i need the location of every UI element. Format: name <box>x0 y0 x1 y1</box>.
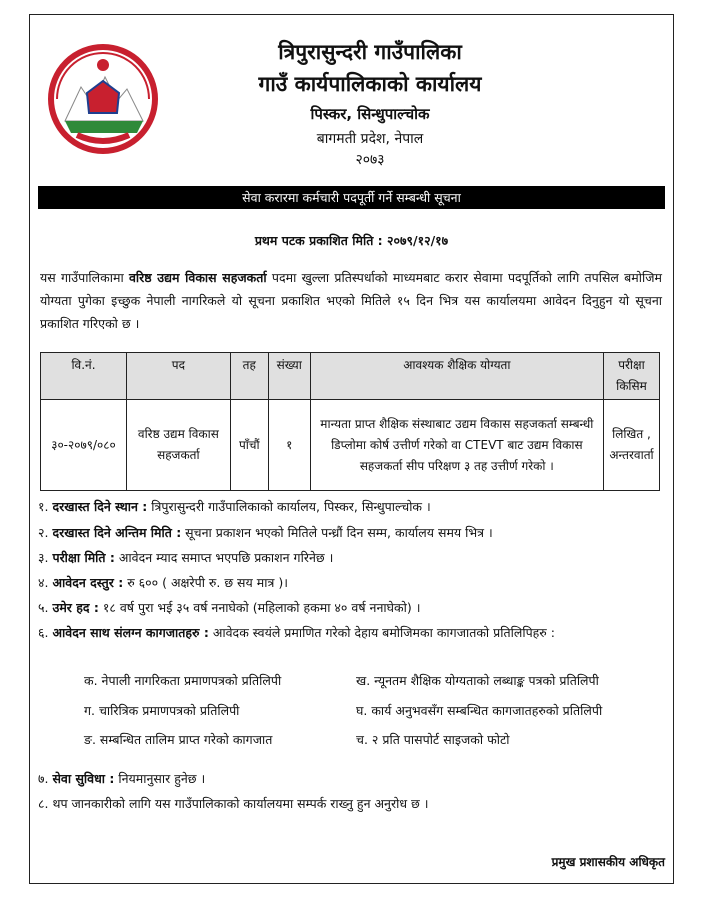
item-number: ८. <box>38 796 49 811</box>
item-text: रु ६०० ( अक्षरेपी रु. छ सय मात्र )। <box>123 575 288 590</box>
table-row <box>41 400 660 491</box>
header-serial-number: वि.नं. <box>41 353 127 400</box>
header-qualification: आवश्यक शैक्षिक योग्यता <box>310 353 603 400</box>
item-text: आवेदन म्याद समाप्त भएपछि प्रकाशन गरिनेछ । <box>114 550 334 565</box>
list-item <box>38 624 555 641</box>
list-item <box>38 574 288 591</box>
municipality-name: त्रिपुरासुन्दरी गाउँपालिका <box>278 40 462 64</box>
item-label: सेवा सुविधा : <box>52 771 115 786</box>
item-number: ६. <box>38 625 49 640</box>
notice-title: सेवा करारमा कर्मचारी पदपूर्ती गर्ने सम्बन्धी सूचना <box>38 186 665 209</box>
item-number: ५. <box>38 600 49 615</box>
cell-qualification: मान्यता प्राप्त शैक्षिक संस्थाबाट उद्यम विकास सहजकर्ता सम्बन्धी डिप्लोमा कोर्ष उत्तीर्ण गरेको वा CTEVT बाट उद्यम विकास सहजकर्ता सीप परिक्षण ३ तह उत्तीर्ण गरेको । <box>310 400 603 491</box>
establishment-year: २०७३ <box>355 152 385 168</box>
cell-exam-type: लिखित , अन्तरवार्ता <box>603 400 659 491</box>
item-label: आवेदन साथ संलग्न कागजातहरु : <box>52 625 209 640</box>
document-item: ङ. सम्बन्धित तालिम प्राप्त गरेको कागजात <box>84 732 273 747</box>
item-text: आवेदक स्वयंले प्रमाणित गरेको देहाय बमोजिमका कागजातको प्रतिलिपिहरु : <box>208 625 555 640</box>
header-post: पद <box>126 353 230 400</box>
item-number: ३. <box>38 550 49 565</box>
list-item <box>38 498 431 515</box>
vacancy-table <box>40 352 660 491</box>
list-item <box>38 795 428 812</box>
intro-text-end: पदमा खुल्ला प्रतिस्पर्धाको माध्यमबाट करार सेवामा पदपूर्तिको लागि तपसिल बमोजिम योग्यता पुगेका इच्छुक नेपाली नागरिकले यो सूचना प्रकाशित भएको मितिले १५ दिन भित्र यस कार्यालयमा आवेदन दिनुहुन यो सूचना प्रकाशित गरिएको छ । <box>40 270 663 331</box>
office-name: गाउँ कार्यपालिकाको कार्यालय <box>258 72 482 96</box>
nepal-emblem-icon <box>47 43 159 155</box>
cell-serial-number: ३०-२०७९/०८० <box>41 400 127 491</box>
list-item <box>38 549 333 566</box>
office-address: पिस्कर, सिन्धुपाल्चोक <box>310 105 430 123</box>
item-label: परीक्षा मिति : <box>52 550 115 565</box>
document-item: ख. न्यूनतम शैक्षिक योग्यताको लब्धाङ्क पत्रको प्रतिलिपी <box>356 673 599 688</box>
item-number: ७. <box>38 771 49 786</box>
item-label: आवेदन दस्तुर : <box>52 575 124 590</box>
document-item: ग. चारित्रिक प्रमाणपत्रको प्रतिलिपी <box>84 703 240 718</box>
item-label: उमेर हद : <box>52 600 99 615</box>
item-number: ४. <box>38 575 49 590</box>
list-item <box>38 524 493 541</box>
document-item: क. नेपाली नागरिकता प्रमाणपत्रको प्रतिलिपी <box>84 673 282 688</box>
list-item <box>38 599 420 616</box>
item-text: त्रिपुरासुन्दरी गाउँपालिकाको कार्यालय, पिस्कर, सिन्धुपाल्चोक । <box>147 499 431 514</box>
province-name: बागमती प्रदेश, नेपाल <box>316 131 424 147</box>
publication-date: प्रथम पटक प्रकाशित मिति : २०७९/१२/१७ <box>254 233 449 248</box>
document-item: च. २ प्रति पासपोर्ट साइजको फोटो <box>356 732 510 747</box>
item-label: दरखास्त दिने अन्तिम मिति : <box>52 525 182 540</box>
header-count: संख्या <box>268 353 310 400</box>
item-text: १८ वर्ष पुरा भई ३५ वर्ष ननाघेको (महिलाको हकमा ४० वर्ष ननाघेको) । <box>98 600 421 615</box>
item-text: सूचना प्रकाशन भएको मितिले पन्ध्रौं दिन सम्म, कार्यालय समय भित्र । <box>181 525 493 540</box>
cell-level: पाँचौं <box>230 400 268 491</box>
item-number: १. <box>38 499 49 514</box>
intro-post-name: वरिष्ठ उद्यम विकास सहजकर्ता <box>128 270 267 285</box>
cell-post: वरिष्ठ उद्यम विकास सहजकर्ता <box>126 400 230 491</box>
list-item <box>38 770 205 787</box>
item-label: दरखास्त दिने स्थान : <box>52 499 148 514</box>
item-text: नियमानुसार हुनेछ । <box>114 771 206 786</box>
item-text: थप जानकारीको लागि यस गाउँपालिकाको कार्यालयमा सम्पर्क राख्नु हुन अनुरोध छ । <box>48 796 429 811</box>
intro-paragraph <box>40 266 662 335</box>
table-header-row <box>41 353 660 400</box>
cell-count: १ <box>268 400 310 491</box>
header-exam-type: परीक्षा किसिम <box>603 353 659 400</box>
signature-title: प्रमुख प्रशासकीय अधिकृत <box>551 855 665 869</box>
intro-text-start: यस गाउँपालिकामा <box>40 270 129 285</box>
item-number: २. <box>38 525 49 540</box>
header-level: तह <box>230 353 268 400</box>
document-item: घ. कार्य अनुभवसँग सम्बन्धित कागजातहरुको प्रतिलिपी <box>356 703 603 718</box>
